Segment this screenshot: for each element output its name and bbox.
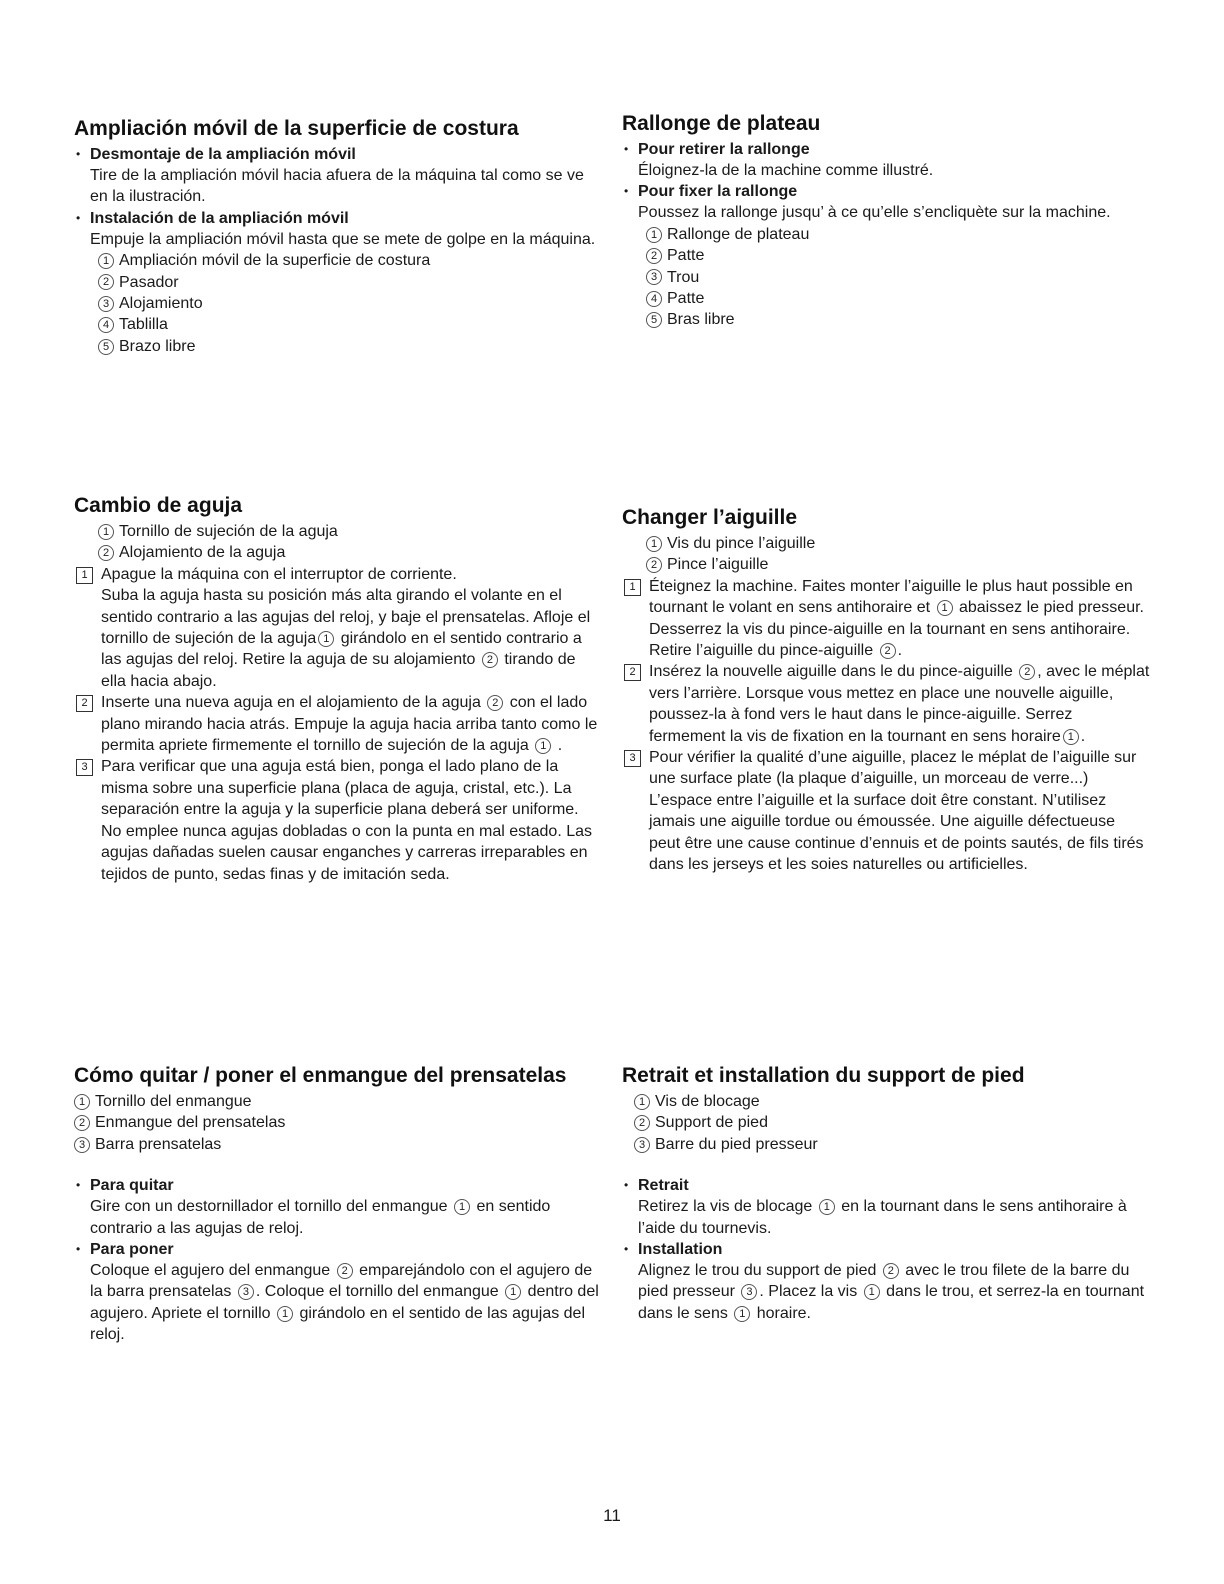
bullet-text: Tire de la ampliación móvil hacia afuera de la máquina tal como se ve en la ilustración. xyxy=(90,167,584,206)
bullet-text: Éloignez-la de la machine comme illustré. xyxy=(638,162,934,179)
list-item: 2 Patte xyxy=(646,245,1152,266)
bullet-text: Gire con un destornillador el tornillo del enmangue 1 en sentido contrario a las agujas de reloj. xyxy=(90,1198,551,1237)
bullet-heading: • Desmontaje de la ampliación móvil xyxy=(74,144,604,165)
list-item: 1 Rallonge de plateau xyxy=(646,224,1152,245)
section-support-pied xyxy=(622,1063,1150,1324)
list-item: 2 Alojamiento de la aguja xyxy=(98,542,602,563)
bullet-text: Alignez le trou du support de pied 2 avec le trou filete de la barre du pied presseur 3 . Placez la vis 1 dans le trou, et serrez-la en tournant dans le sens 1 horaire. xyxy=(638,1262,1145,1322)
section-rallonge xyxy=(622,111,1152,331)
bullet-text: Poussez la rallonge jusqu’ à ce qu’elle s’encliquète sur la machine. xyxy=(638,204,1111,222)
parts-list xyxy=(622,533,1150,576)
bullet-text: Empuje la ampliación móvil hasta que se mete de golpe en la máquina. xyxy=(90,230,596,248)
list-item: 1 Vis de blocage xyxy=(634,1091,1150,1112)
step-1: 1 Éteignez la machine. Faites monter l’aiguille le plus haut possible en tournant le volant en sens antihoraire et 1 abaissez le pied presseur. Desserrez la vis du pince-aiguille en la tournant en sens antihoraire. Retire l’aiguille du pince-aiguille 2 . xyxy=(622,576,1150,662)
section-cambio-aguja xyxy=(74,493,602,885)
section-title: Rallonge de plateau xyxy=(622,112,821,135)
list-item: 3 Trou xyxy=(646,267,1152,288)
step-number: 1 xyxy=(624,579,641,596)
section-title: Cómo quitar / poner el enmangue del prensatelas xyxy=(74,1064,567,1087)
bullet-heading: • Para quitar xyxy=(74,1175,602,1196)
list-item: 3 Barra prensatelas xyxy=(74,1134,602,1155)
step-3: 3 Para verificar que una aguja está bien, ponga el lado plano de la misma sobre una superficie plana (placa de aguja, cristal, etc.). La separación entre la aguja y la superficie plana deberá ser uniforme. No emplee nunca agujas dobladas o con la punta en mal estado. Las agujas dañadas suelen causar enganches y carreras irreparables en tejidos de punto, sedas finas y de imitación seda. xyxy=(74,756,602,884)
step-2: 2 Inserte una nueva aguja en el alojamiento de la aguja 2 con el lado plano mirando hacia atrás. Empuje la aguja hacia arriba tanto como le permita apriete firmemente el tornillo de sujeción de la aguja 1 . xyxy=(74,692,602,756)
step-number: 3 xyxy=(624,750,641,767)
step-number: 3 xyxy=(76,759,93,776)
list-item: 3 Alojamiento xyxy=(98,293,604,314)
section-title: Ampliación móvil de la superficie de costura xyxy=(74,117,519,140)
list-item: 1 Tornillo del enmangue xyxy=(74,1091,602,1112)
list-item: 1 Ampliación móvil de la superficie de costura xyxy=(98,250,604,271)
list-item: 4 Patte xyxy=(646,288,1152,309)
list-item: 1 Vis du pince l’aiguille xyxy=(646,533,1150,554)
step-number: 2 xyxy=(624,664,641,681)
list-item: 5 Brazo libre xyxy=(98,336,604,357)
section-changer-aiguille xyxy=(622,505,1150,876)
step-number: 2 xyxy=(76,695,93,712)
list-item: 5 Bras libre xyxy=(646,309,1152,330)
parts-list xyxy=(74,250,604,357)
bullet-heading: • Pour retirer la rallonge xyxy=(622,139,1152,160)
step-number: 1 xyxy=(76,567,93,584)
step-1: 1 Apague la máquina con el interruptor de corriente. Suba la aguja hasta su posición más alta girando el volante en el sentido contrario a las agujas del reloj, y baje el prensatelas. Afloje el tornillo de sujeción de la aguja 1 girándolo en el sentido contrario a las agujas del reloj. Retire la aguja de su alojamiento 2 tirando de ella hacia abajo. xyxy=(74,564,602,692)
parts-list xyxy=(74,521,602,564)
section-title: Retrait et installation du support de pied xyxy=(622,1064,1025,1087)
list-item: 2 Pasador xyxy=(98,272,604,293)
page-number: 11 xyxy=(603,1506,621,1525)
bullet-heading: • Instalación de la ampliación móvil xyxy=(74,208,604,229)
list-item: 3 Barre du pied presseur xyxy=(634,1134,1150,1155)
parts-list xyxy=(74,1091,602,1155)
list-item: 2 Pince l’aiguille xyxy=(646,554,1150,575)
step-3: 3 Pour vérifier la qualité d’une aiguille, placez le méplat de l’aiguille sur une surface plate (la plaque d’aiguille, un morceau de verre...) L’espace entre l’aiguille et la surface doit être constant. N’utilisez jamais une aiguille tordue ou émoussée. Une aiguille défectueuse peut être une cause continue d’ennuis et de points sautés, de fils tirés dans les jerseys et les soies naturelles ou artificielles. xyxy=(622,747,1150,875)
bullet-heading: • Para poner xyxy=(74,1239,602,1260)
bullet-text: Coloque el agujero del enmangue 2 emparejándolo con el agujero de la barra prensatelas 3 . Coloque el tornillo del enmangue 1 dentro del agujero. Apriete el tornillo 1 girándolo en el sentido de las agujas del reloj. xyxy=(90,1262,599,1344)
list-item: 1 Tornillo de sujeción de la aguja xyxy=(98,521,602,542)
section-title: Cambio de aguja xyxy=(74,494,243,517)
parts-list xyxy=(622,1091,1150,1155)
section-enmangue xyxy=(74,1063,602,1346)
section-title: Changer l’aiguille xyxy=(622,506,798,529)
section-ampliacion xyxy=(74,116,604,357)
step-2: 2 Insérez la nouvelle aiguille dans le du pince-aiguille 2 , avec le méplat vers l’arrière. Lorsque vous mettez en place une nouvelle aiguille, poussez-la à fond vers le haut dans le pince-aiguille. Serrez fermement la vis de fixation en la tournant en sens horaire 1 . xyxy=(622,661,1150,747)
bullet-text: Retirez la vis de blocage 1 en la tournant dans le sens antihoraire à l’aide du tournevis. xyxy=(638,1198,1127,1237)
parts-list xyxy=(622,224,1152,331)
bullet-heading: • Pour fixer la rallonge xyxy=(622,181,1152,202)
list-item: 4 Tablilla xyxy=(98,314,604,335)
list-item: 2 Support de pied xyxy=(634,1112,1150,1133)
list-item: 2 Enmangue del prensatelas xyxy=(74,1112,602,1133)
bullet-heading: • Installation xyxy=(622,1239,1150,1260)
bullet-heading: • Retrait xyxy=(622,1175,1150,1196)
